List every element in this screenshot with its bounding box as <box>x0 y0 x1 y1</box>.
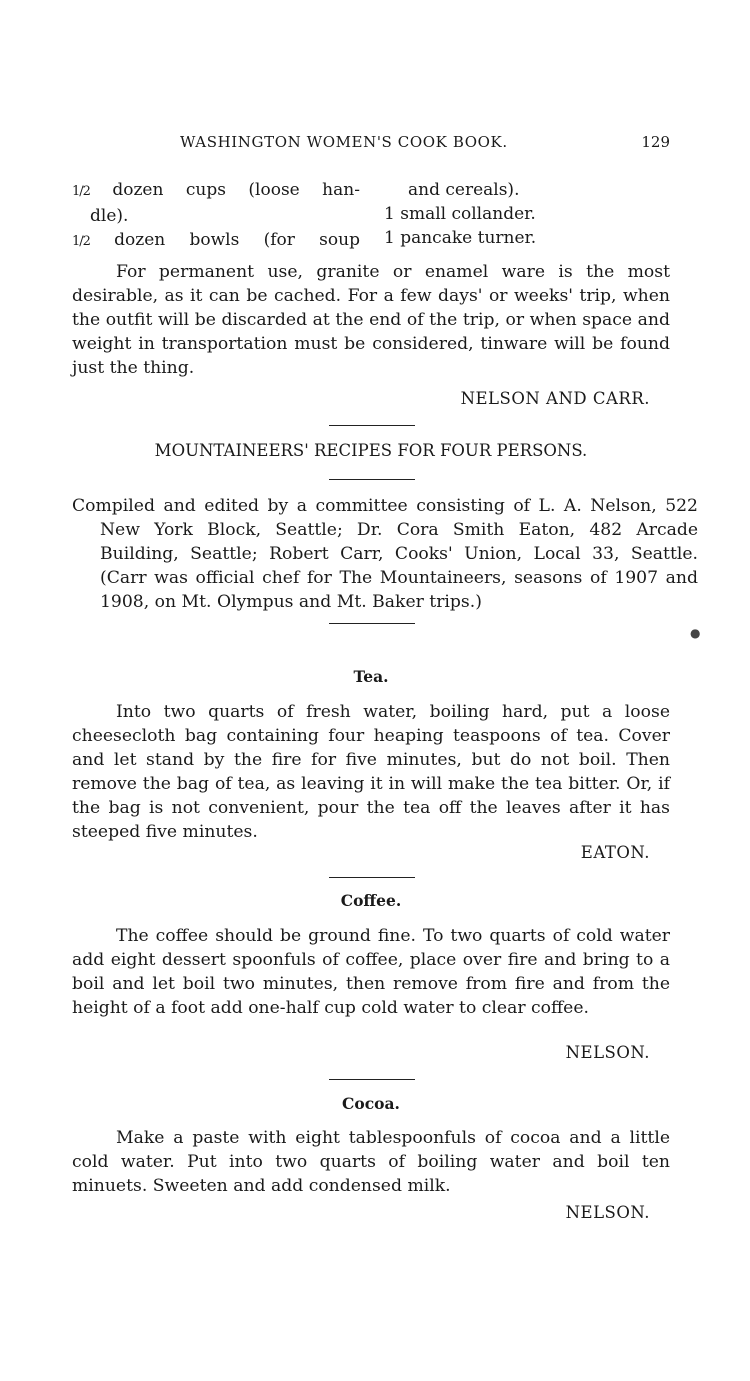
divider <box>329 623 415 624</box>
page-number: 129 <box>641 133 670 151</box>
ware-paragraph: For permanent use, granite or enamel ware is the most desirable, as it can be cached. For a few days' or weeks' trip, when the outfit will be discarded at the end of the trip, or when space and weight in transportation must be considered, tinware will be found just the thing. <box>72 262 670 378</box>
recipe-text-coffee: The coffee should be ground fine. To two quarts of cold water add eight dessert spoonfuls of coffee, place over fire and bring to a boil and let boil two minutes, then remove from fire and from the height of a foot add one-half cup cold water to clear coffee. <box>72 926 670 1018</box>
divider <box>329 877 415 878</box>
list-item: dle). <box>90 206 129 226</box>
recipe-title-tea: Tea. <box>353 667 389 686</box>
list-word: soup <box>319 230 360 250</box>
page-header <box>72 133 670 157</box>
equipment-list-left-column <box>72 178 372 254</box>
recipe-signature-coffee: NELSON. <box>565 1043 650 1062</box>
recipe-signature-cocoa: NELSON. <box>565 1203 650 1222</box>
recipe-title-coffee: Coffee. <box>340 891 402 910</box>
list-word: (for <box>263 230 295 250</box>
list-word: dozen <box>112 180 164 200</box>
list-item: 1 small collander. <box>384 204 536 224</box>
ware-signature: NELSON AND CARR. <box>460 389 650 408</box>
section-heading: MOUNTAINEERS' RECIPES FOR FOUR PERSONS. <box>154 441 588 460</box>
divider <box>329 1079 415 1080</box>
recipe-title-cocoa: Cocoa. <box>342 1094 400 1113</box>
list-word: (loose <box>248 180 300 200</box>
recipe-signature-tea: EATON. <box>580 843 650 862</box>
list-item <box>72 228 360 254</box>
running-title: WASHINGTON WOMEN'S COOK BOOK. <box>180 133 508 151</box>
fraction: 1/2 <box>72 184 90 199</box>
print-speck: ● <box>690 626 701 640</box>
divider <box>329 479 415 480</box>
list-word: cups <box>185 180 226 200</box>
divider <box>329 425 415 426</box>
list-item: 1 pancake turner. <box>384 228 537 248</box>
recipe-text-tea: Into two quarts of fresh water, boiling hard, put a loose cheesecloth bag containing four heaping teaspoons of tea. Cover and let stand by the fire for five minutes, but do not boil. Then remove the bag of tea, as leaving it in will make the tea bitter. Or, if the bag is not convenient, pour the tea off the leaves after it has steeped five minutes. <box>72 702 670 842</box>
list-word: bowls <box>189 230 240 250</box>
list-word: han- <box>322 180 360 200</box>
list-item: and cereals). <box>408 180 520 200</box>
list-item <box>72 178 360 204</box>
list-word: dozen <box>114 230 166 250</box>
fraction: 1/2 <box>72 234 90 249</box>
recipe-text-cocoa: Make a paste with eight tablespoonfuls of cocoa and a little cold water. Put into two quarts of boiling water and boil ten minuets. Sweeten and add condensed milk. <box>72 1128 670 1196</box>
committee-paragraph: Compiled and edited by a committee consisting of L. A. Nelson, 522 New York Block, Seattle; Dr. Cora Smith Eaton, 482 Arcade Building, Seattle; Robert Carr, Cooks' Union, Local 33, Seattle. (Carr was official chef for The Mountaineers, seasons of 1907 and 1908, on Mt. Olympus and Mt. Baker trips.) <box>72 496 698 612</box>
equipment-list-right-column <box>384 178 672 250</box>
